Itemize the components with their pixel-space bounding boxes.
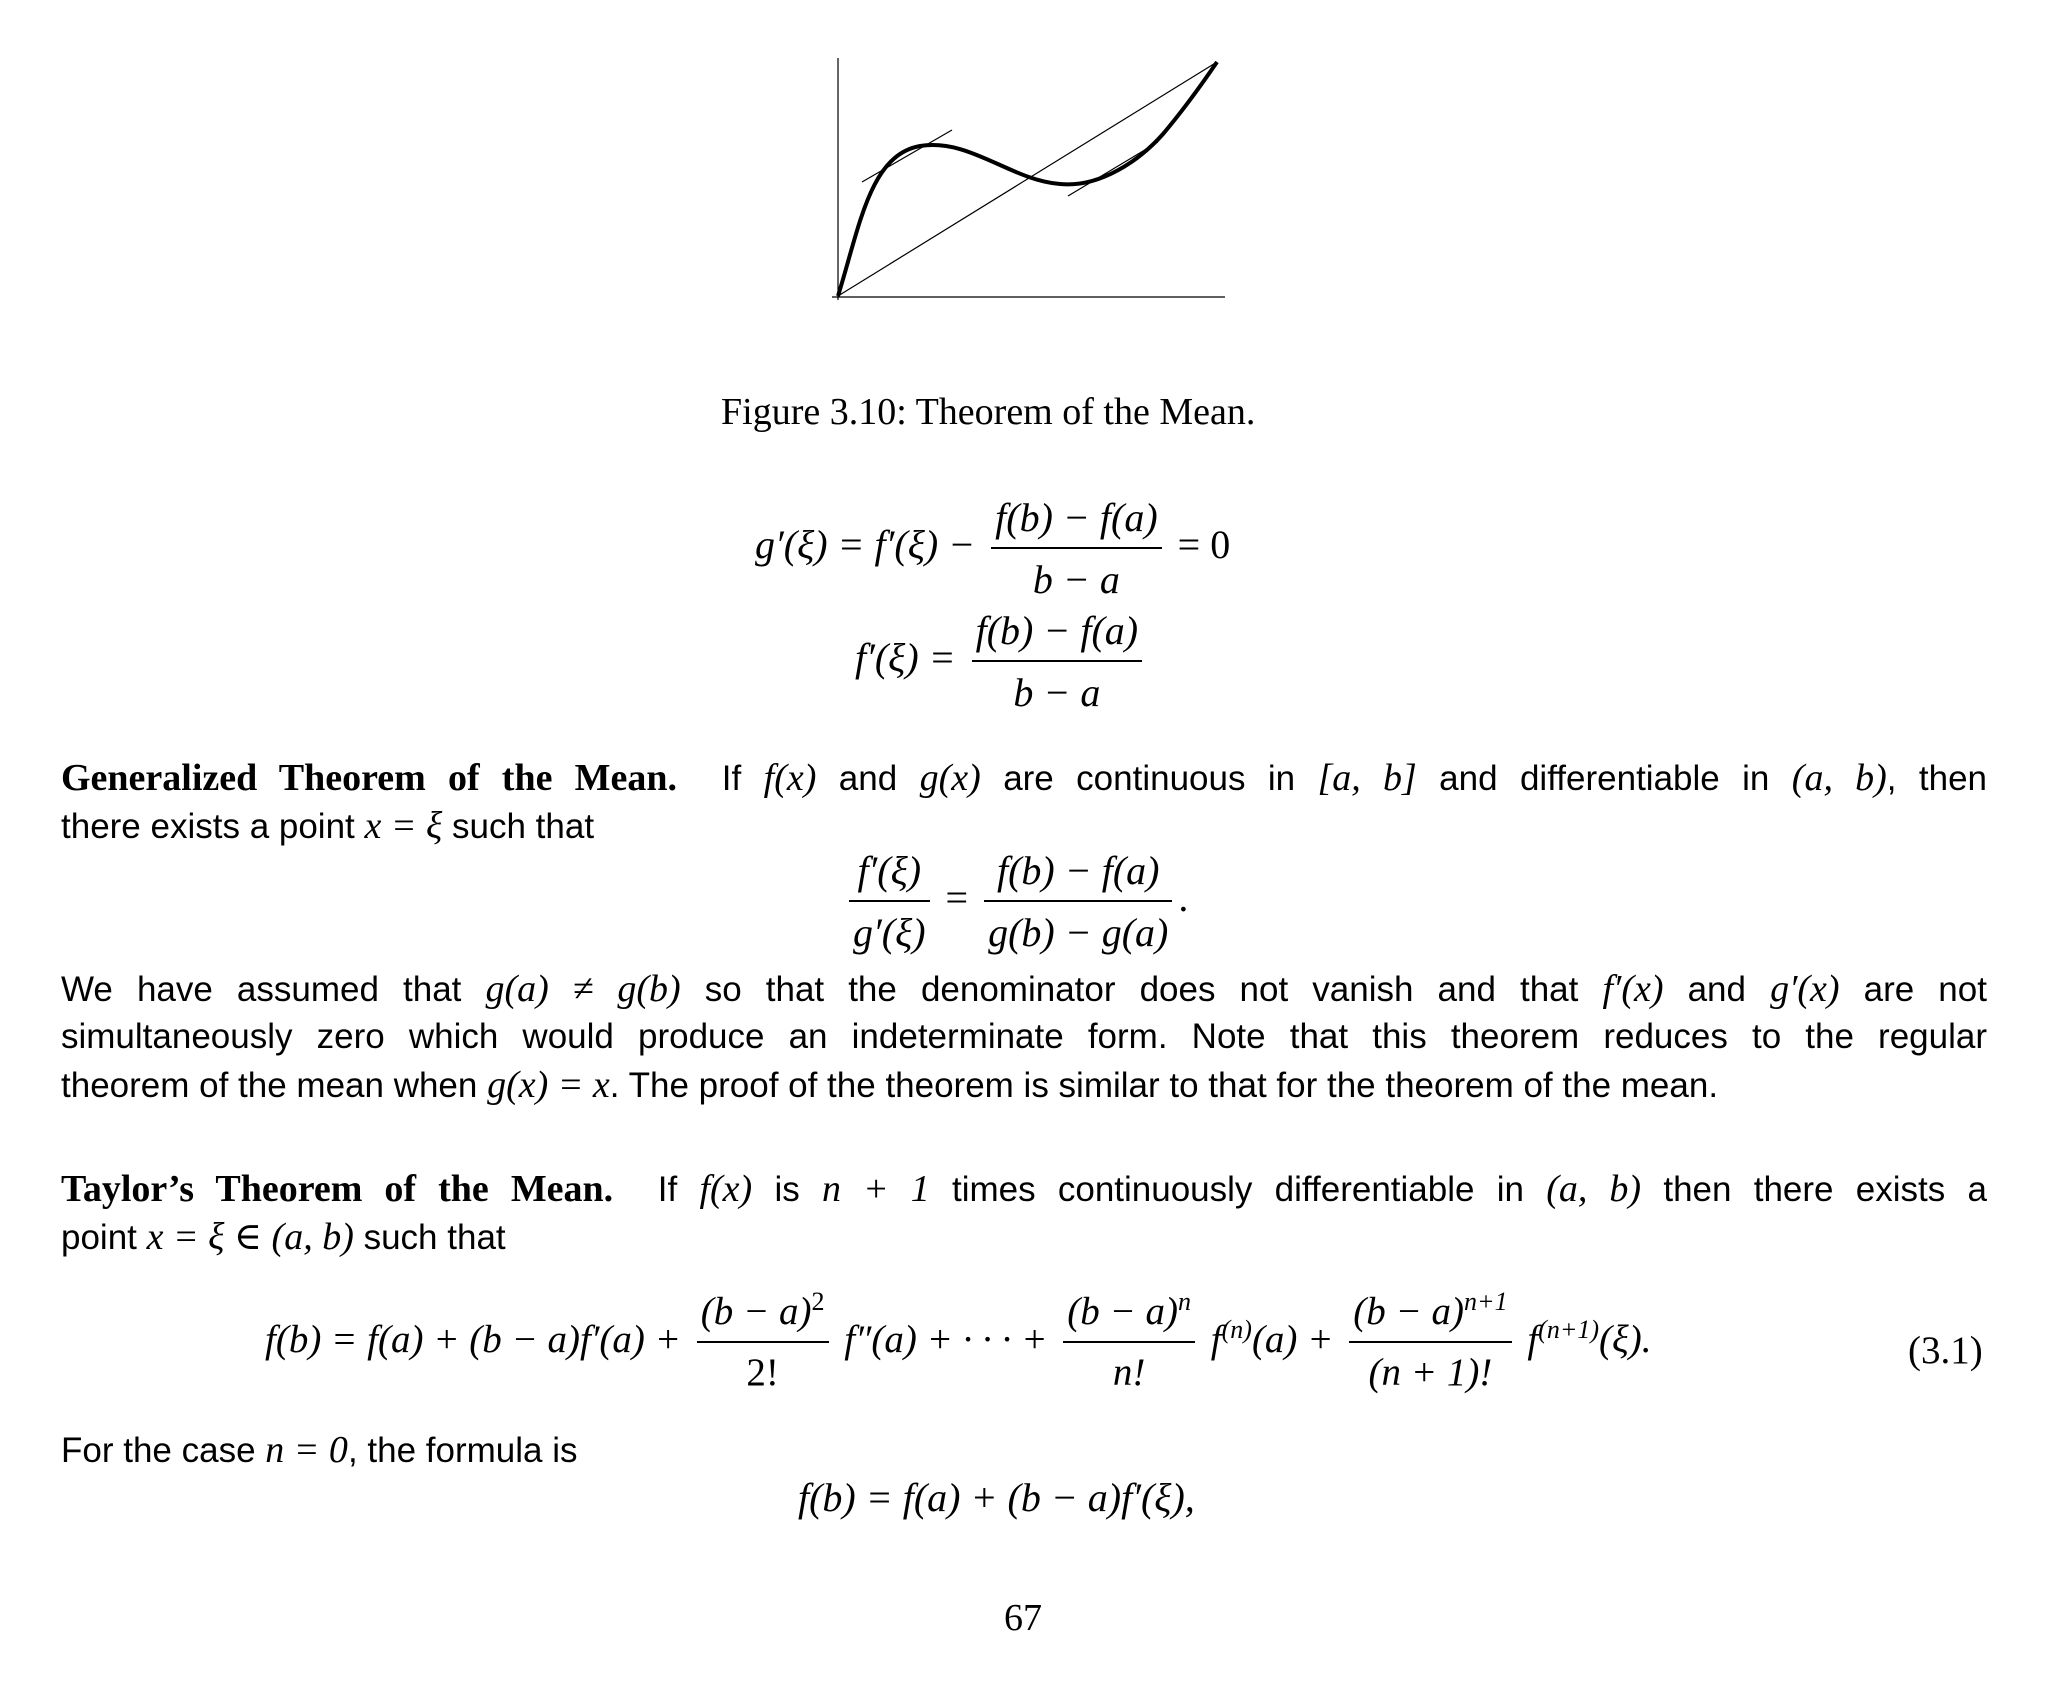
math: (a, b) [1546,1168,1642,1210]
denominator: g′(ξ) [853,910,926,955]
eq1-denominator: b − a [1032,557,1120,602]
text: If [657,1170,678,1209]
term: f [1527,1317,1539,1361]
text: If [721,759,742,798]
denominator: 2! [746,1350,779,1394]
math: g(x) [919,757,981,799]
eq1-fraction [991,495,1162,603]
math: n + 1 [821,1168,930,1210]
text: simultaneously zero which would produce an indeterminate form. Note that this theorem reduces to the regular [61,1017,1987,1056]
equation-f-prime [855,608,1148,716]
case-equation: f(b) = f(a) + (b − a)f′(ξ), [798,1475,1195,1520]
text: theorem of the mean when [61,1066,478,1105]
page-number: 67 [1004,1597,1042,1639]
generalized-equation [843,848,1188,956]
exponent: n [1178,1287,1192,1316]
text: then there exists a [1663,1170,1987,1209]
term: (a) + [1251,1317,1334,1361]
taylor-fraction-3 [1349,1287,1511,1396]
taylor-equation [265,1287,1652,1396]
term: (ξ). [1599,1317,1652,1361]
text: and [1687,970,1746,1009]
base: (b − a) [1353,1290,1465,1333]
denominator: g(b) − g(a) [988,910,1169,955]
denominator: n! [1112,1350,1146,1394]
exponent: n+1 [1464,1287,1508,1316]
text: is [774,1170,800,1209]
text: , the formula is [347,1431,578,1470]
math: g(x) = x [487,1064,610,1106]
numerator: f′(ξ) [849,848,930,902]
gen-fraction-right [984,848,1172,956]
base: (b − a) [1067,1290,1179,1333]
generalized-theorem-line2 [61,802,594,851]
paragraph-line3 [61,1061,1718,1110]
figure-caption: Figure 3.10: Theorem of the Mean. [721,391,1256,433]
numerator [1063,1287,1195,1343]
equals: = [945,875,969,921]
term: f″(a) + · · · + [844,1317,1048,1361]
taylor-theorem-line2 [61,1213,506,1262]
paragraph-line1 [61,965,1987,1014]
denominator: (n + 1)! [1368,1350,1493,1394]
text: are continuous in [1003,759,1296,798]
text: point [61,1218,137,1257]
text: such that [452,807,595,846]
text: and differentiable in [1439,759,1770,798]
eq1-numerator: f(b) − f(a) [991,495,1162,549]
math: g′(x) [1770,968,1840,1010]
taylor-theorem-line1 [61,1165,1987,1214]
text: times continuously differentiable in [951,1170,1524,1209]
eq2-lhs: f′(ξ) = [855,635,956,681]
eq2-denominator: b − a [1013,670,1101,715]
math: f(x) [763,757,817,799]
term: f [1210,1317,1222,1361]
numerator: f(b) − f(a) [984,848,1172,902]
math: x = ξ [364,805,443,847]
math: g(a) ≠ g(b) [485,968,681,1010]
math: x = ξ ∈ (a, b) [146,1216,354,1258]
exponent: (n) [1221,1314,1252,1344]
exponent: (n+1) [1538,1314,1600,1344]
text: . The proof of the theorem is similar to that for the theorem of the mean. [609,1066,1719,1105]
equation-label-3-1: (3.1) [1908,1329,1983,1372]
math: (a, b) [1791,757,1887,799]
text: such that [363,1218,506,1257]
exponent: 2 [811,1287,825,1316]
taylor-theorem-title: Taylor’s Theorem of the Mean. [61,1168,614,1210]
base: (b − a) [700,1290,812,1333]
math: f′(x) [1602,968,1664,1010]
tangent-line-max [862,130,952,182]
taylor-fraction-1 [697,1287,829,1396]
generalized-theorem-line1 [61,754,1987,803]
eq2-fraction [972,608,1143,716]
text: and [838,759,898,798]
math: [a, b] [1317,757,1417,799]
gen-fraction-left [849,848,930,956]
eq1-rhs: = 0 [1177,522,1231,568]
math: f(x) [699,1168,753,1210]
secant-line [838,62,1217,296]
text: , then [1886,759,1988,798]
text: are not [1863,970,1987,1009]
text: there exists a point [61,807,355,846]
text: For the case [61,1431,256,1470]
eq2-numerator: f(b) − f(a) [972,608,1143,662]
mean-value-figure [820,50,1240,310]
text: We have assumed that [61,970,462,1009]
text: so that the denominator does not vanish and that [704,970,1579,1009]
taylor-fraction-2 [1063,1287,1195,1396]
term: f(b) = f(a) + (b − a)f′(a) + [265,1317,681,1361]
paragraph-line2 [61,1013,1987,1061]
eq1-lhs: g′(ξ) = f′(ξ) − [755,522,976,568]
period: . [1178,875,1189,921]
numerator [697,1287,829,1343]
numerator [1349,1287,1511,1343]
case-line [61,1426,577,1475]
generalized-theorem-title: Generalized Theorem of the Mean. [61,757,677,799]
equation-g-prime [755,495,1230,603]
math: n = 0 [265,1429,348,1471]
